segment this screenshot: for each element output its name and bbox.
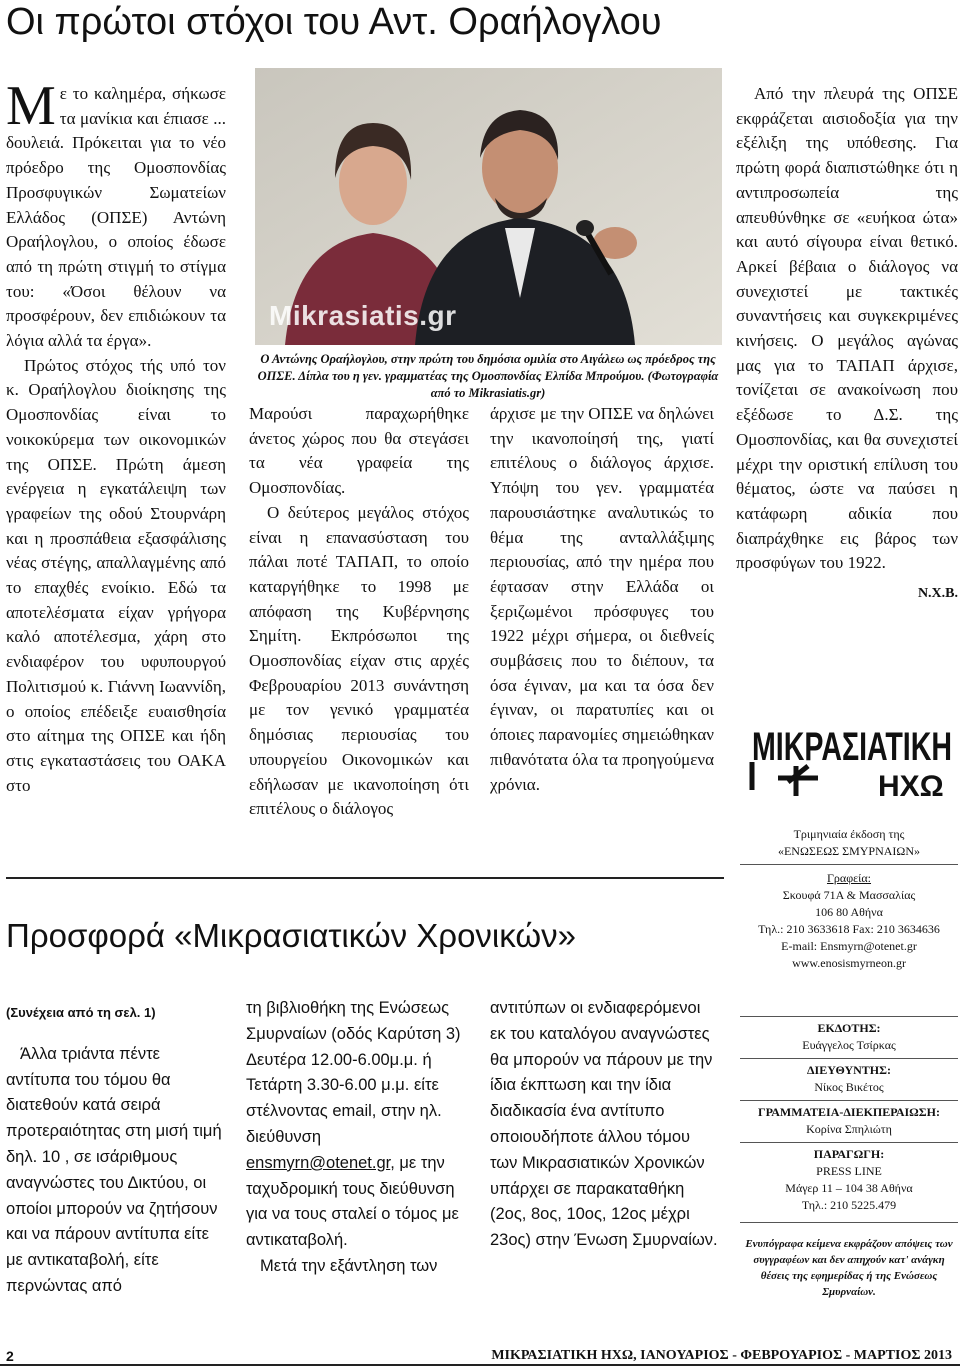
offices-website[interactable]: www.enosismyrneon.gr [792, 956, 906, 970]
section-divider [6, 877, 724, 879]
divider [740, 1100, 958, 1101]
dropcap: Μ [6, 75, 56, 137]
issue-line: ΜΙΚΡΑΣΙΑΤΙΚΗ ΗΧΩ, ΙΑΝΟΥΑΡΙΟΣ - ΦΕΒΡΟΥΑΡΙΟΣ - ΜΑΡΤΙΟΣ 2013 [491, 1348, 952, 1363]
offer-email-link[interactable]: ensmyrn@otenet.gr [246, 1153, 391, 1172]
author-signature: Ν.Χ.Β. [917, 586, 958, 602]
masthead-secretariat [740, 1104, 958, 1138]
offer-title: Προσφορά «Μικρασιατικών Χρονικών» [6, 917, 576, 954]
article-paragraph: Πρώτος στόχος τής υπό τον κ. Οραήλογλου διοίκησης της Ομοσπονδίας είναι το νοικοκύρεμα των οικονομικών της ΟΠΣΕ. Πρώτη άμεση ενέργεια η εγκατάλειψη των γραφείων της οδού Στουρνάρη και η προσπάθεια εξασφάλισης νέας στέγης, απαλλαγμένης από το επαχθές ενοίκιο. Εδώ τα αποτελέσματα είχαν γρήγορα καλό αποτέλεσμα, χάρη στο ενδιαφέρον του υφυπουργού Πολιτισμού κ. Γιάννη Ιωαννίδη, ο οποίος επέδειξε ευαισθησία στο αίτημα της ΟΠΣΕ και ήδη στις εγκαταστάσεις του ΟΑΚΑ στο [6, 355, 226, 795]
director-label: ΔΙΕΥΘΥΝΤΗΣ: [807, 1063, 891, 1077]
article-paragraph: Μαρούσι παραχωρήθηκε άνετος χώρος που θα στεγάσει τα νέα γραφεία της Ομοσπονδίας. [249, 404, 469, 498]
article-column-3 [490, 402, 714, 797]
production-name: PRESS LINE [816, 1164, 882, 1178]
masthead-org: «ΕΝΩΣΕΩΣ ΣΜΥΡΝΑΙΩΝ» [777, 844, 921, 858]
divider [740, 1222, 958, 1223]
offer-paragraph: αντιτύπων οι ενδιαφερόμενοι εκ του καταλόγου αναγνώστες θα μπορούν να πάρουν με την ίδια έκπτωση και την ίδια διαδικασία ένα αντίτυπο οποιουδήποτε άλλου τόμου των Μικρασιατικών Χρονικών υπάρχει σε παρακαταθήκη (2ος, 8ος, 10ος, 12ος μέχρι 23ος) στην Ένωση Σμυρναίων. [490, 999, 718, 1250]
secretariat-label: ΓΡΑΜΜΑΤΕΙΑ-ΔΙΕΚΠΕΡΑΙΩΣΗ: [758, 1105, 940, 1119]
publisher-label: ΕΚΔΟΤΗΣ: [817, 1021, 881, 1035]
article-column-4 [736, 82, 958, 607]
page-number: 2 [6, 1348, 14, 1364]
disclaimer: Ενυπόγραφα κείμενα εκφράζουν απόψεις των συγγραφέων και δεν απηχούν κατ' ανάγκη θέσεις της εφημερίδας ή της Ενώσεως Σμυρναίων. [745, 1238, 953, 1298]
divider [740, 1016, 958, 1017]
divider [740, 1058, 958, 1059]
masthead-director [740, 1062, 958, 1096]
divider [740, 864, 958, 865]
divider [740, 1142, 958, 1143]
masthead-description: Τριμηνιαία έκδοση της [793, 827, 905, 841]
article-paragraph: Ο δεύτερος μεγάλος στόχος είναι η επανασύσταση του πάλαι ποτέ ΤΑΠΑΠ, το οποίο καταργήθηκε το 1998 με απόφαση της Κυβέρνησης Σημίτη. Εκπρόσωποι της Ομοσπονδίας είχαν στις αρχές Φεβρουαρίου 2013 συνάντηση με τον γενικό γραμματέα δημόσιας περιουσίας του υπουργείου Οικονομικών και εδήλωσαν με ικανοποίηση ότι επιτέλους ο διάλογος [249, 502, 469, 819]
offices-label: Γραφεία: [826, 871, 872, 885]
footer-divider [0, 1364, 960, 1366]
secretariat-name: Κορίνα Σπηλιώτη [806, 1122, 892, 1136]
masthead-logo [748, 696, 958, 808]
production-label: ΠΑΡΑΓΩΓΗ: [813, 1147, 885, 1161]
article-paragraph: Από την πλευρά της ΟΠΣΕ εκφράζεται αισιοδοξία για την εξέλιξη της υπόθεσης. Για πρώτη φορά διαπιστώθηκε ότι η αντιπροσωπεία της απευθύνθηκε σε «ευήκοα ώτα» και αυτό σίγουρα είναι θετικό. Αρκεί βέβαια ο διάλογος να συνεχιστεί με τακτικές συναντήσεις και συγκεκριμένες κινήσεις. Ο μεγάλος αγώνας μας για το ΤΑΠΑΠ άρχισε, τονίζεται σε ανακοίνωση που εξέδωσε το Δ.Σ. της Ομοσπονδίας, και θα συνεχιστεί μέχρι την οριστική επίλυση του θέματος, ώστε να παύσει η κατάφωρη αδικία που διαπράχθηκε εις βάρος των προσφύγων του 1922. [736, 84, 958, 573]
paragraph-text: , με την ταχυδρομική τους διεύθυνση για να τους σταλεί ο τόμος με αντικαταβολή. [246, 1153, 459, 1250]
offer-column-1 [6, 1000, 228, 1300]
continuation-note: (Συνέχεια από τη σελ. 1) [6, 1005, 156, 1020]
offer-column-3 [490, 996, 718, 1254]
masthead-publisher [740, 1020, 958, 1054]
offices-city: 106 80 Αθήνα [815, 905, 883, 919]
paragraph-text: ε το καλημέρα, σήκωσε τα μανίκια και έπιασε ... δουλειά. Πρόκειται για το νέο πρόεδρο της Ομοσπονδίας Προσφυγικών Σωματείων Ελλάδος (ΟΠΣΕ) Αντώνη Οραήλογλου, ο οποίος έδωσε από τη πρώτη στιγμή το στίγμα του: «Όσοι θέλουν να προσφέρουν, δεν επιδιώκουν τα λόγια αλλά τα έργα». [6, 84, 226, 351]
offer-paragraph [246, 996, 472, 1254]
logo-graphic [748, 696, 958, 808]
offices-phone: Τηλ.: 210 3633618 Fax: 210 3634636 [758, 922, 940, 936]
article-column-2 [249, 402, 469, 822]
article-title: Οι πρώτοι στόχοι του Αντ. Οραήλογλου [6, 1, 662, 43]
masthead-info [740, 826, 958, 860]
photo-caption: Ο Αντώνης Οραήλογλου, στην πρώτη του δημόσια ομιλία στο Αιγάλεω ως πρόεδρος της ΟΠΣΕ. Δίπλα του η γεν. γραμματέας της Ομοσπονδίας Ελπίδα Μπρούμου. (Φωτογραφία από το Mikrasiatis.gr) [257, 352, 719, 400]
offices-address: Σκουφά 71Α & Μασσαλίας [782, 888, 916, 902]
logo-subtext: ΗΧΩ [878, 770, 944, 803]
offer-column-2 [246, 996, 472, 1280]
article-paragraph [6, 75, 226, 354]
production-address: Μάγερ 11 – 104 38 Αθήνα [785, 1181, 913, 1195]
offices-email[interactable]: E-mail: Ensmyrn@otenet.gr [781, 939, 917, 953]
offer-paragraph: Μετά την εξάντληση των [260, 1256, 438, 1275]
director-name: Νίκος Βικέτος [814, 1080, 884, 1094]
production-phone: Τηλ.: 210 5225.479 [801, 1198, 897, 1212]
article-photo [255, 68, 722, 345]
photo-watermark: Mikrasiatis.gr [269, 300, 457, 331]
article-paragraph: άρχισε με την ΟΠΣΕ να δηλώνει την ικανοποίησή της, γιατί επιτέλους ο διάλογος άρχισε. Υπόψη του γεν. γραμματέα παρουσιάστηκε αναλυτικώς το θέμα της ανταλλάξιμης περιουσίας, από την ημέρα που έφτασαν στην Ελλάδα οι ξεριζωμένοι πρόσφυγες του 1922 μέχρι σήμερα, οι διεθνείς συμβάσεις που το διέπουν, τα όσα έγιναν, μα και τα όσα δεν έγιναν, οι παρατυπίες και οι όποιες παρανομίες σημειώθηκαν πιθανότατα όλα τα προηγούμενα χρόνια. [490, 404, 714, 794]
masthead-offices [740, 870, 958, 972]
article-column-1 [6, 75, 226, 798]
offer-paragraph: Άλλα τριάντα πέντε αντίτυπα του τόμου θα διατεθούν κατά σειρά προτεραιότητας στη μισή τιμή δηλ. 10 , σε ισάριθμους αναγνώστες του Δικτύου, οι οποίοι μπορούν να ζητήσουν και να πάρουν αντίτυπα είτε με αντικαταβολή, είτε περνώντας από [6, 1044, 222, 1295]
logo-text: ΜΙΚΡΑΣΙΑΤΙΚΗ [752, 725, 952, 769]
paragraph-text: τη βιβλιοθήκη της Ενώσεως Σμυρναίων (οδός Καρύτση 3) Δευτέρα 12.00-6.00μ.μ. ή Τετάρτη 3.30-6.00 μ.μ. είτε στέλνοντας email, στην ηλ. διεύθυνση [246, 999, 461, 1146]
masthead-production [740, 1146, 958, 1214]
publisher-name: Ευάγγελος Τσίρκας [802, 1038, 896, 1052]
